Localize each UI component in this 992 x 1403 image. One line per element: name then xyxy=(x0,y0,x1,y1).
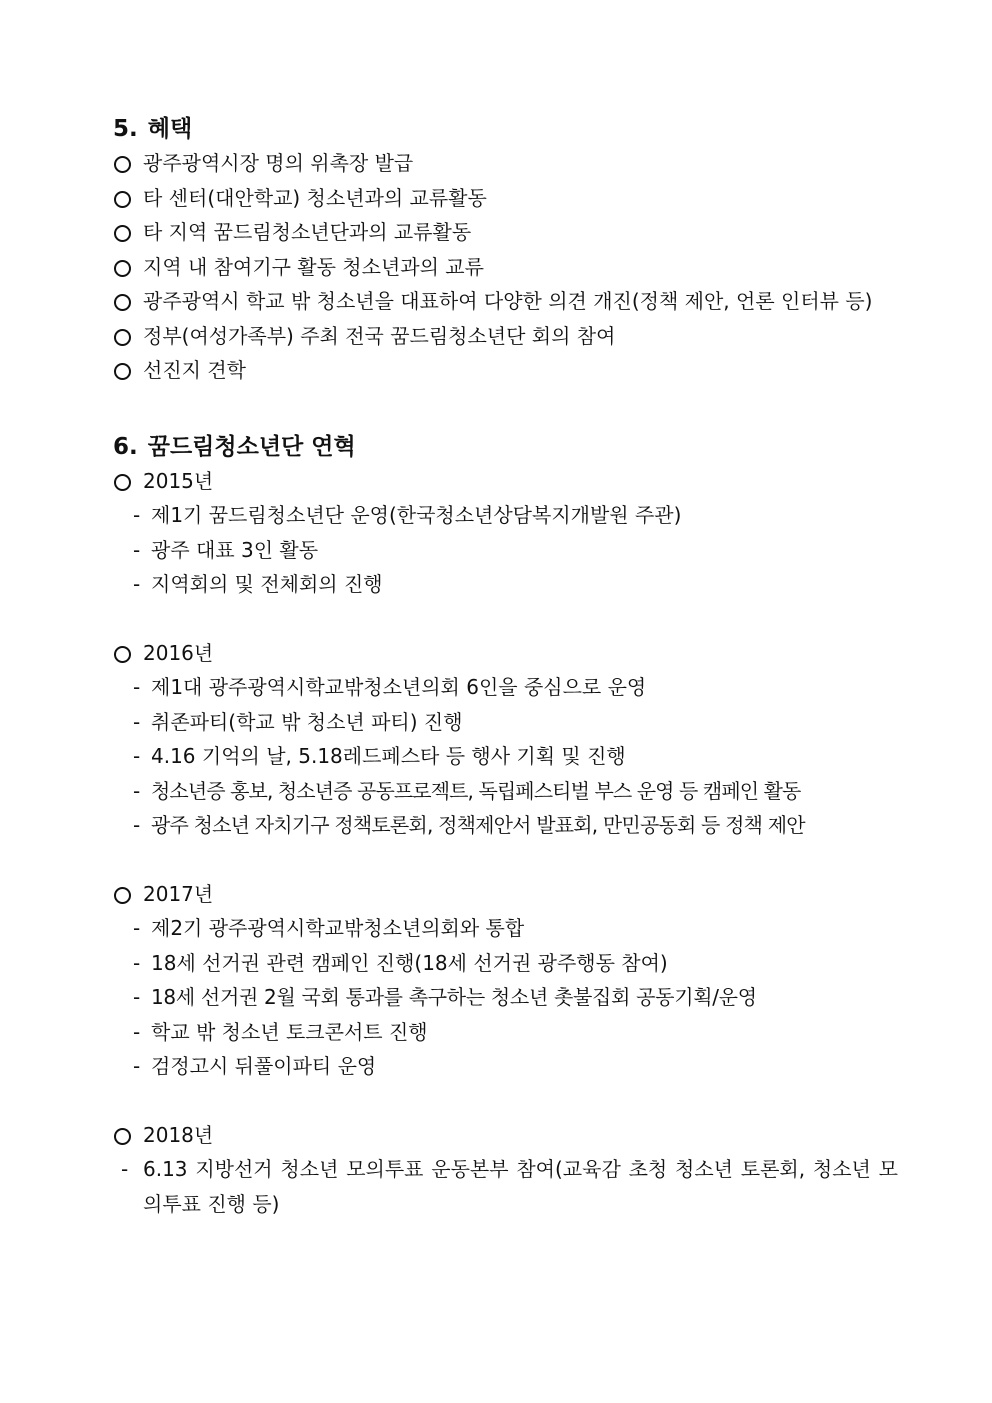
dash-bullet: - xyxy=(133,572,141,596)
list-item: - 4.16 기억의 날, 5.18레드페스타 등 행사 기획 및 진행 xyxy=(113,739,898,774)
dash-bullet: - xyxy=(133,675,141,699)
list-item: 선진지 견학 xyxy=(113,353,898,388)
dash-bullet: - xyxy=(133,916,141,940)
dash-bullet: - xyxy=(133,950,141,975)
list-item: 광주광역시장 명의 위촉장 발급 xyxy=(113,146,898,181)
circle-bullet-icon xyxy=(114,225,131,242)
dash-bullet: - xyxy=(133,709,141,734)
list-item: - 제1기 꿈드림청소년단 운영(한국청소년상담복지개발원 주관) xyxy=(113,498,898,533)
dash-bullet: - xyxy=(133,537,141,562)
dash-bullet: - xyxy=(133,813,140,837)
list-item: 타 센터(대안학교) 청소년과의 교류활동 xyxy=(113,181,898,216)
section-6-heading: 꿈드림청소년단 연혁 xyxy=(147,433,356,460)
section-5-title xyxy=(113,112,898,146)
section-5-heading: 혜택 xyxy=(147,116,193,142)
year-heading-2015: 2015년 xyxy=(113,464,898,499)
dash-bullet: - xyxy=(121,1157,129,1181)
list-item: - 청소년증 홍보, 청소년증 공동프로젝트, 독립페스티벌 부스 운영 등 캠페인 활동 xyxy=(113,774,898,809)
circle-bullet-icon xyxy=(114,1128,131,1145)
section-5-number: 5. xyxy=(113,116,138,142)
circle-bullet-icon xyxy=(114,474,131,491)
list-item: - 18세 선거권 2월 국회 통과를 촉구하는 청소년 촛불집회 공동기획/운영 xyxy=(113,980,898,1015)
circle-bullet-icon xyxy=(114,363,131,380)
list-item: - 18세 선거권 관련 캠페인 진행(18세 선거권 광주행동 참여) xyxy=(113,946,898,981)
list-item: - 학교 밖 청소년 토크콘서트 진행 xyxy=(113,1015,898,1050)
section-6-number: 6. xyxy=(113,433,138,460)
circle-bullet-icon xyxy=(114,156,131,173)
dash-bullet: - xyxy=(133,1054,141,1078)
circle-bullet-icon xyxy=(114,294,131,311)
circle-bullet-icon xyxy=(114,191,131,208)
document-page xyxy=(113,112,898,1221)
year-heading-2016: 2016년 xyxy=(113,636,898,671)
section-6-title xyxy=(113,430,898,464)
year-heading-2017: 2017년 xyxy=(113,877,898,912)
year-heading-2018: 2018년 xyxy=(113,1118,898,1153)
list-item: 지역 내 참여기구 활동 청소년과의 교류 xyxy=(113,250,898,285)
dash-bullet: - xyxy=(133,1019,141,1044)
circle-bullet-icon xyxy=(114,887,131,904)
dash-bullet: - xyxy=(133,778,140,803)
list-item: - 검정고시 뒤풀이파티 운영 xyxy=(113,1049,898,1084)
circle-bullet-icon xyxy=(114,646,131,663)
list-item: - 광주 대표 3인 활동 xyxy=(113,533,898,568)
list-item: - 제2기 광주광역시학교밖청소년의회와 통합 xyxy=(113,911,898,946)
list-item: 정부(여성가족부) 주최 전국 꿈드림청소년단 회의 참여 xyxy=(113,319,898,354)
list-item: - 6.13 지방선거 청소년 모의투표 운동본부 참여(교육감 초청 청소년 토론회, 청소년 모의투표 진행 등) xyxy=(113,1152,898,1221)
circle-bullet-icon xyxy=(114,329,131,346)
dash-bullet: - xyxy=(133,503,141,527)
list-item: - 제1대 광주광역시학교밖청소년의회 6인을 중심으로 운영 xyxy=(113,670,898,705)
list-item: 타 지역 꿈드림청소년단과의 교류활동 xyxy=(113,215,898,250)
dash-bullet: - xyxy=(133,985,140,1009)
list-item: 광주광역시 학교 밖 청소년을 대표하여 다양한 의견 개진(정책 제안, 언론 인터뷰 등) xyxy=(113,284,898,319)
list-item: - 지역회의 및 전체회의 진행 xyxy=(113,567,898,602)
dash-bullet: - xyxy=(133,744,141,768)
circle-bullet-icon xyxy=(114,260,131,277)
list-item: - 취존파티(학교 밖 청소년 파티) 진행 xyxy=(113,705,898,740)
list-item: - 광주 청소년 자치기구 정책토론회, 정책제안서 발표회, 만민공동회 등 정책 제안 xyxy=(113,808,898,843)
